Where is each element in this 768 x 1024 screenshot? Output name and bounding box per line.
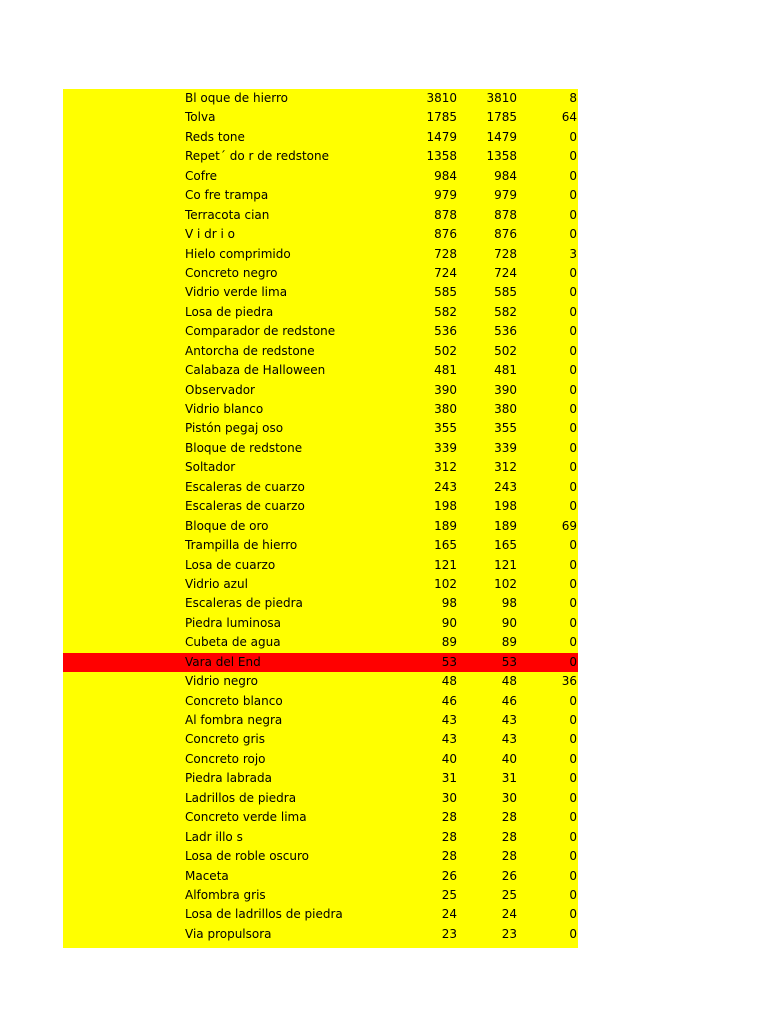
value-cell-3: 0: [569, 188, 577, 203]
value-cell-2: 1479: [486, 129, 517, 144]
value-cell-2: 25: [501, 887, 517, 902]
spreadsheet-table: [63, 89, 578, 948]
value-cell-1: 312: [434, 460, 457, 475]
value-cell-2: 339: [494, 440, 517, 455]
value-cell-3: 0: [569, 129, 577, 144]
table-row: [63, 303, 578, 322]
table-row: [63, 672, 578, 691]
table-row: [63, 419, 578, 438]
value-cell-2: 536: [494, 324, 517, 339]
value-cell-1: 582: [434, 304, 457, 319]
table-row: [63, 245, 578, 264]
table-row: [63, 750, 578, 769]
table-row: [63, 478, 578, 497]
item-name-cell: Comparador de redstone: [185, 324, 336, 339]
value-cell-1: 390: [434, 382, 457, 397]
value-cell-3: 0: [569, 868, 577, 883]
value-cell-3: 69: [561, 518, 577, 533]
value-cell-2: 53: [501, 654, 517, 669]
value-cell-2: 46: [501, 693, 517, 708]
item-name-cell: Vara del End: [185, 654, 261, 669]
table-row: [63, 497, 578, 516]
value-cell-1: 1479: [426, 129, 457, 144]
value-cell-3: 0: [569, 635, 577, 650]
table-row: [63, 458, 578, 477]
table-row: [63, 789, 578, 808]
value-cell-1: 25: [441, 887, 457, 902]
value-cell-3: 0: [569, 596, 577, 611]
value-cell-2: 878: [494, 207, 517, 222]
table-row: [63, 847, 578, 866]
value-cell-3: 0: [569, 907, 577, 922]
table-row: [63, 575, 578, 594]
value-cell-2: 243: [494, 479, 517, 494]
value-cell-2: 102: [494, 576, 517, 591]
value-cell-3: 0: [569, 304, 577, 319]
item-name-cell: V i dr i o: [185, 227, 236, 242]
item-name-cell: Repet´ do r de redstone: [185, 149, 329, 164]
value-cell-3: 0: [569, 265, 577, 280]
value-cell-2: 979: [494, 188, 517, 203]
value-cell-3: 0: [569, 343, 577, 358]
value-cell-2: 31: [501, 771, 517, 786]
table-row: [63, 167, 578, 186]
table-row: [63, 905, 578, 924]
table-row: [63, 147, 578, 166]
item-name-cell: Escaleras de cuarzo: [185, 499, 305, 514]
value-cell-1: 3810: [426, 91, 457, 105]
table-row: [63, 264, 578, 283]
value-cell-1: 121: [434, 557, 457, 572]
value-cell-2: 502: [494, 343, 517, 358]
value-cell-2: 585: [494, 285, 517, 300]
value-cell-2: 28: [501, 829, 517, 844]
item-name-cell: Escaleras de cuarzo: [185, 479, 305, 494]
item-name-cell: Soltador: [185, 460, 236, 475]
item-name-cell: Co fre trampa: [185, 188, 269, 203]
value-cell-2: 40: [501, 751, 517, 766]
value-cell-2: 43: [501, 713, 517, 727]
value-cell-1: 878: [434, 207, 457, 222]
value-cell-3: 0: [569, 382, 577, 397]
value-cell-1: 43: [441, 732, 457, 747]
value-cell-1: 984: [434, 168, 457, 183]
value-cell-1: 98: [441, 596, 457, 611]
value-cell-3: 36: [561, 674, 577, 689]
item-name-cell: Escaleras de piedra: [185, 596, 303, 611]
item-name-cell: Bl oque de hierro: [185, 91, 289, 105]
item-name-cell: Pistón pegaj oso: [185, 421, 284, 436]
item-name-cell: Reds tone: [185, 129, 245, 144]
item-name-cell: Al fombra negra: [185, 713, 283, 727]
value-cell-3: 0: [569, 693, 577, 708]
value-cell-1: 1785: [426, 110, 457, 125]
item-name-cell: Maceta: [185, 868, 229, 883]
value-cell-1: 481: [434, 363, 457, 378]
value-cell-3: 0: [569, 149, 577, 164]
value-cell-3: 0: [569, 499, 577, 514]
value-cell-3: 0: [569, 460, 577, 475]
item-name-cell: Calabaza de Halloween: [185, 363, 326, 378]
item-name-cell: Alfombra gris: [185, 887, 266, 902]
value-cell-3: 0: [569, 363, 577, 378]
value-cell-1: 198: [434, 499, 457, 514]
table-row: [63, 594, 578, 613]
item-name-cell: Bloque de oro: [185, 518, 269, 533]
value-cell-1: 165: [434, 538, 457, 553]
value-cell-2: 481: [494, 363, 517, 378]
value-cell-1: 31: [441, 771, 457, 786]
value-cell-2: 89: [501, 635, 517, 650]
value-cell-1: 355: [434, 421, 457, 436]
value-cell-2: 26: [501, 868, 517, 883]
table-row: [63, 828, 578, 847]
item-name-cell: Concreto blanco: [185, 693, 283, 708]
item-name-cell: Concreto rojo: [185, 751, 266, 766]
table-row: [63, 692, 578, 711]
value-cell-3: 0: [569, 771, 577, 786]
value-cell-1: 26: [441, 868, 457, 883]
value-cell-1: 30: [441, 790, 457, 805]
value-cell-3: 8: [569, 91, 577, 105]
value-cell-3: 0: [569, 810, 577, 825]
value-cell-1: 724: [434, 265, 457, 280]
value-cell-1: 53: [441, 654, 457, 669]
item-name-cell: Observador: [185, 382, 255, 397]
value-cell-1: 585: [434, 285, 457, 300]
value-cell-2: 1358: [486, 149, 517, 164]
table-row: [63, 342, 578, 361]
item-name-cell: Concreto gris: [185, 732, 265, 747]
table-row: [63, 925, 578, 948]
value-cell-2: 30: [501, 790, 517, 805]
item-name-cell: Antorcha de redstone: [185, 343, 315, 358]
value-cell-3: 0: [569, 713, 577, 727]
table-row: [63, 381, 578, 400]
item-name-cell: Terracota cian: [185, 207, 270, 222]
value-cell-3: 0: [569, 227, 577, 242]
value-cell-1: 380: [434, 402, 457, 416]
value-cell-1: 876: [434, 227, 457, 242]
item-name-cell: Concreto verde lima: [185, 810, 307, 825]
item-name-cell: Vidrio blanco: [185, 402, 264, 416]
table-row: [63, 225, 578, 244]
item-name-cell: Cofre: [185, 168, 217, 183]
value-cell-2: 380: [494, 402, 517, 416]
table-row: [63, 536, 578, 555]
value-cell-1: 102: [434, 576, 457, 591]
table-row: [63, 808, 578, 827]
item-name-cell: Ladr illo s: [185, 829, 243, 844]
table-row: [63, 206, 578, 225]
item-name-cell: Losa de roble oscuro: [185, 849, 310, 864]
table-row: [63, 108, 578, 127]
table-row: [63, 730, 578, 749]
value-cell-1: 24: [441, 907, 457, 922]
item-name-cell: Piedra labrada: [185, 771, 272, 786]
value-cell-1: 46: [441, 693, 457, 708]
value-cell-2: 43: [501, 732, 517, 747]
table-row: [63, 128, 578, 147]
value-cell-1: 43: [441, 713, 457, 727]
value-cell-3: 0: [569, 926, 577, 941]
table-row: [63, 400, 578, 419]
value-cell-2: 28: [501, 849, 517, 864]
value-cell-1: 728: [434, 246, 457, 261]
value-cell-3: 0: [569, 615, 577, 630]
value-cell-3: 0: [569, 751, 577, 766]
value-cell-1: 89: [441, 635, 457, 650]
value-cell-3: 0: [569, 402, 577, 416]
value-cell-1: 40: [441, 751, 457, 766]
value-cell-1: 502: [434, 343, 457, 358]
item-name-cell: Vidrio azul: [185, 576, 248, 591]
value-cell-3: 0: [569, 576, 577, 591]
value-cell-3: 0: [569, 538, 577, 553]
value-cell-2: 355: [494, 421, 517, 436]
item-name-cell: Tolva: [185, 110, 216, 125]
value-cell-2: 312: [494, 460, 517, 475]
value-cell-3: 0: [569, 421, 577, 436]
item-name-cell: Vidrio verde lima: [185, 285, 288, 300]
value-cell-3: 0: [569, 849, 577, 864]
value-cell-2: 23: [501, 926, 517, 941]
value-cell-1: 23: [441, 926, 457, 941]
value-cell-2: 189: [494, 518, 517, 533]
table-row: [63, 769, 578, 788]
value-cell-2: 48: [501, 674, 517, 689]
value-cell-2: 728: [494, 246, 517, 261]
value-cell-3: 0: [569, 654, 577, 669]
value-cell-1: 28: [441, 829, 457, 844]
value-cell-3: 0: [569, 479, 577, 494]
value-cell-3: 0: [569, 285, 577, 300]
item-name-cell: Losa de ladrillos de piedra: [185, 907, 343, 922]
table-row: [63, 886, 578, 905]
item-name-cell: Bloque de redstone: [185, 440, 303, 455]
value-cell-1: 90: [441, 615, 457, 630]
table-row: [63, 361, 578, 380]
value-cell-1: 28: [441, 849, 457, 864]
item-name-cell: Piedra luminosa: [185, 615, 281, 630]
table-row-highlighted: [63, 653, 578, 672]
value-cell-2: 28: [501, 810, 517, 825]
value-cell-2: 1785: [486, 110, 517, 125]
table-row: [63, 556, 578, 575]
value-cell-2: 198: [494, 499, 517, 514]
table-row: [63, 322, 578, 341]
item-name-cell: Ladrillos de piedra: [185, 790, 297, 805]
table-row: [63, 633, 578, 652]
value-cell-2: 724: [494, 265, 517, 280]
value-cell-1: 339: [434, 440, 457, 455]
value-cell-3: 0: [569, 887, 577, 902]
value-cell-2: 390: [494, 382, 517, 397]
value-cell-3: 0: [569, 168, 577, 183]
table-row: [63, 283, 578, 302]
value-cell-2: 24: [501, 907, 517, 922]
value-cell-1: 28: [441, 810, 457, 825]
value-cell-3: 0: [569, 324, 577, 339]
value-cell-3: 0: [569, 440, 577, 455]
item-name-cell: Losa de cuarzo: [185, 557, 276, 572]
value-cell-3: 0: [569, 732, 577, 747]
item-name-cell: Losa de piedra: [185, 304, 274, 319]
value-cell-1: 1358: [426, 149, 457, 164]
value-cell-1: 189: [434, 518, 457, 533]
table-row: [63, 439, 578, 458]
item-name-cell: Cubeta de agua: [185, 635, 281, 650]
value-cell-2: 984: [494, 168, 517, 183]
item-name-cell: Vidrio negro: [185, 674, 258, 689]
value-cell-3: 64: [561, 110, 577, 125]
table-row: [63, 89, 578, 108]
value-cell-2: 98: [501, 596, 517, 611]
value-cell-3: 0: [569, 829, 577, 844]
value-cell-2: 876: [494, 227, 517, 242]
item-name-cell: Trampilla de hierro: [185, 538, 298, 553]
value-cell-2: 121: [494, 557, 517, 572]
value-cell-2: 165: [494, 538, 517, 553]
value-cell-3: 0: [569, 207, 577, 222]
item-name-cell: Concreto negro: [185, 265, 278, 280]
item-name-cell: Via propulsora: [185, 926, 272, 941]
value-cell-1: 979: [434, 188, 457, 203]
value-cell-3: 0: [569, 557, 577, 572]
table-row: [63, 711, 578, 730]
value-cell-1: 243: [434, 479, 457, 494]
value-cell-3: 0: [569, 790, 577, 805]
value-cell-1: 48: [441, 674, 457, 689]
table-row: [63, 517, 578, 536]
value-cell-2: 3810: [486, 91, 517, 105]
value-cell-2: 90: [501, 615, 517, 630]
value-cell-2: 582: [494, 304, 517, 319]
value-cell-1: 536: [434, 324, 457, 339]
table-row: [63, 614, 578, 633]
table-row: [63, 867, 578, 886]
value-cell-3: 3: [569, 246, 577, 261]
table-row: [63, 186, 578, 205]
item-name-cell: Hielo comprimido: [185, 246, 291, 261]
